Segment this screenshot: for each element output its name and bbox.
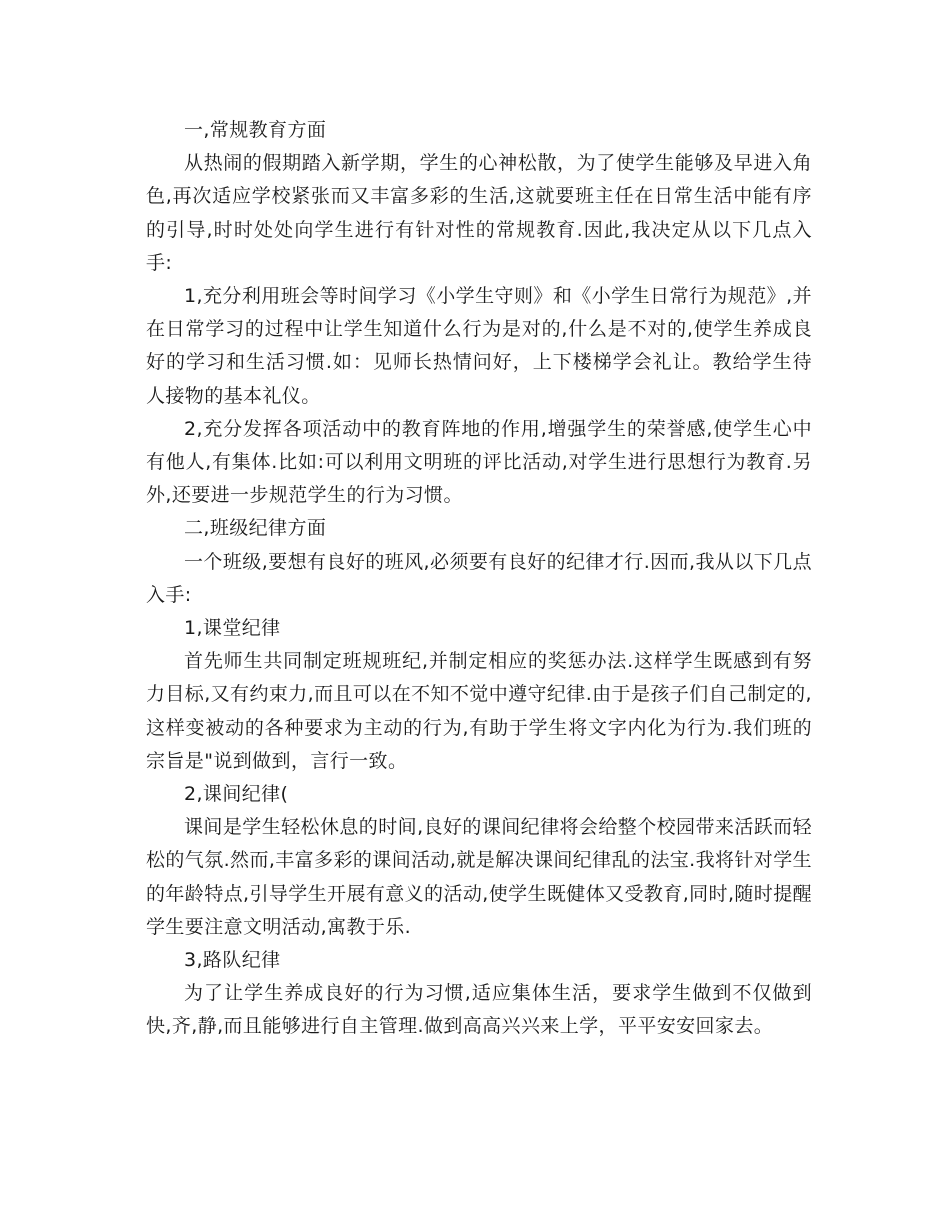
paragraph-intro: 从热闹的假期踏入新学期，学生的心神松散，为了使学生能够及早进入角色,再次适应学校紧张而又丰富多彩的生活,这就要班主任在日常生活中能有序的引导,时时处处向学生进行有针对性的常规教育.因此,我决定从以下几点入手:: [146, 152, 812, 274]
subheading-classroom-discipline: 1,课堂纪律: [184, 617, 281, 640]
section-heading-routine-education: 一,常规教育方面: [184, 119, 327, 141]
document-body: [146, 114, 812, 1044]
subheading-break-discipline: 2,课间纪律(: [184, 783, 289, 806]
subheading-line-discipline: 3,路队纪律: [184, 949, 281, 972]
paragraph-discipline-intro: 一个班级,要想有良好的班风,必须要有良好的纪律才行.因而,我从以下几点入手:: [146, 550, 812, 606]
paragraph-point-2: 2,充分发挥各项活动中的教育阵地的作用,增强学生的荣誉感,使学生心中有他人,有集体.比如:可以利用文明班的评比活动,对学生进行思想行为教育.另外,还要进一步规范学生的行为习惯。: [146, 417, 812, 507]
section-heading-class-discipline: 二,班级纪律方面: [184, 517, 327, 540]
paragraph-break-discipline: 课间是学生轻松休息的时间,良好的课间纪律将会给整个校园带来活跃而轻松的气氛.然而,丰富多彩的课间活动,就是解决课间纪律乱的法宝.我将针对学生的年龄特点,引导学生开展有意义的活动,使学生既健体又受教育,同时,随时提醒学生要注意文明活动,寓教于乐.: [146, 816, 812, 938]
paragraph-classroom-discipline: 首先师生共同制定班规班纪,并制定相应的奖惩办法.这样学生既感到有努力目标,又有约束力,而且可以在不知不觉中遵守纪律.由于是孩子们自己制定的,这样变被动的各种要求为主动的行为,有助于学生将文字内化为行为.我们班的宗旨是"说到做到，言行一致。: [146, 650, 812, 772]
paragraph-point-1: 1,充分利用班会等时间学习《小学生守则》和《小学生日常行为规范》,并在日常学习的过程中让学生知道什么行为是对的,什么是不对的,使学生养成良好的学习和生活习惯.如：见师长热情问好，上下楼梯学会礼让。教给学生待人接物的基本礼仪。: [146, 285, 812, 407]
paragraph-line-discipline: 为了让学生养成良好的行为习惯,适应集体生活，要求学生做到不仅做到快,齐,静,而且能够进行自主管理.做到高高兴兴来上学，平平安安回家去。: [146, 982, 812, 1038]
